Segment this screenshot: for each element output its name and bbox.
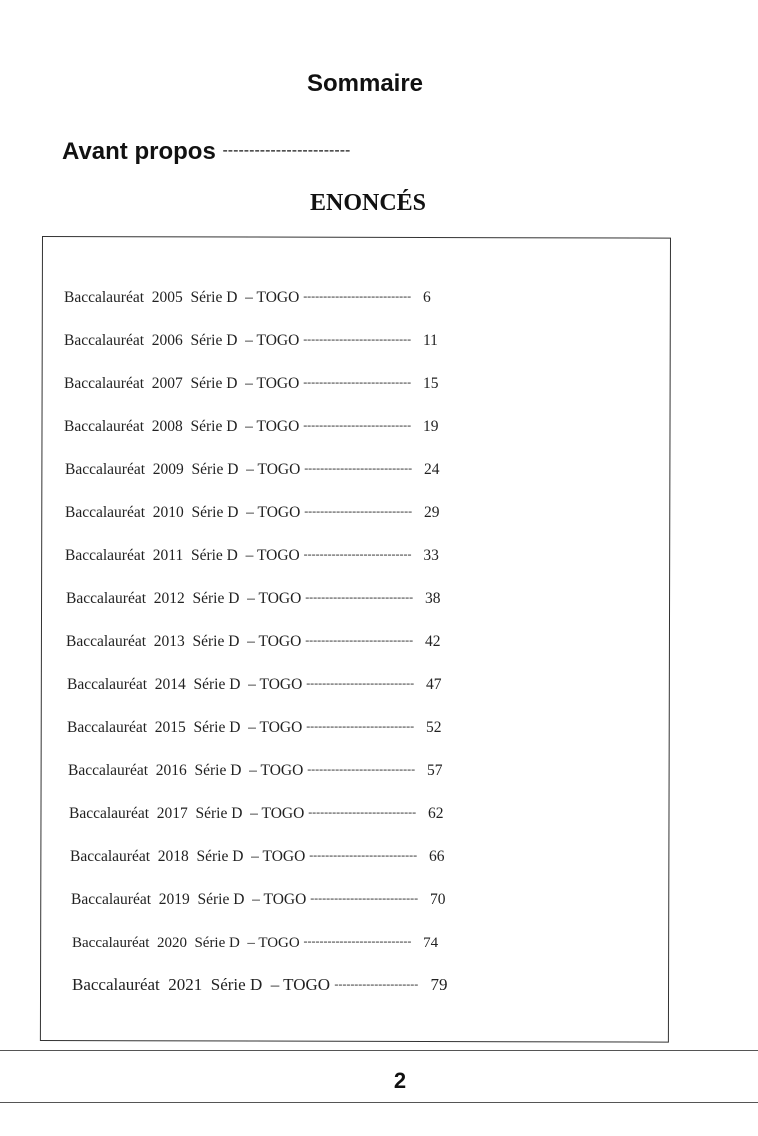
toc-entry-leader: --------------------------- [307, 762, 416, 776]
toc-entry-leader: --------------------- [334, 977, 419, 991]
toc-entry-page: 42 [424, 633, 441, 650]
toc-entry-2014 [67, 676, 441, 694]
toc-entry-leader: --------------------------- [308, 805, 417, 819]
toc-entry-page: 6 [422, 289, 431, 306]
toc-entry-2007 [64, 375, 438, 393]
toc-entry-page: 47 [425, 676, 442, 693]
toc-entry-leader: --------------------------- [306, 676, 415, 690]
toc-entry-leader: --------------------------- [309, 848, 418, 862]
toc-entry-2013 [66, 633, 440, 651]
page-number: 2 [393, 1068, 407, 1093]
toc-entry-page: 29 [423, 504, 440, 521]
toc-entry-leader: --------------------------- [305, 633, 414, 647]
toc-entry-2021 [72, 975, 448, 995]
footer-rule-bottom [0, 1102, 758, 1103]
toc-entry-2019 [71, 891, 445, 909]
toc-entry-label: Baccalauréat 2015 Série D – TOGO [67, 719, 303, 736]
toc-entry-page: 79 [430, 975, 448, 994]
toc-entry-page: 74 [423, 935, 439, 951]
toc-entry-label: Baccalauréat 2011 Série D – TOGO [65, 547, 300, 564]
toc-entry-label: Baccalauréat 2018 Série D – TOGO [70, 848, 306, 865]
toc-entry-leader: --------------------------- [310, 891, 419, 905]
toc-entry-page: 52 [425, 719, 442, 736]
toc-entry-2020 [72, 934, 438, 952]
toc-entry-2016 [68, 762, 442, 780]
toc-entry-leader: --------------------------- [306, 719, 415, 733]
toc-entry-label: Baccalauréat 2016 Série D – TOGO [68, 762, 304, 779]
toc-entry-leader: --------------------------- [303, 332, 412, 346]
toc-entry-label: Baccalauréat 2007 Série D – TOGO [64, 375, 300, 392]
toc-entry-label: Baccalauréat 2005 Série D – TOGO [64, 289, 300, 306]
avant-propos-leader: ------------------------ [222, 142, 351, 159]
toc-entry-leader: --------------------------- [303, 418, 412, 432]
toc-entry-page: 38 [424, 590, 441, 607]
toc-entry-2011 [65, 547, 439, 565]
toc-entry-2010 [65, 504, 439, 522]
toc-entry-leader: --------------------------- [303, 289, 412, 303]
toc-entry-label: Baccalauréat 2020 Série D – TOGO [72, 935, 300, 951]
toc-entry-page: 57 [426, 762, 443, 779]
toc-entry-label: Baccalauréat 2006 Série D – TOGO [64, 332, 300, 349]
toc-entry-2005 [64, 289, 431, 307]
toc-entry-2017 [69, 805, 443, 823]
page-title: Sommaire [306, 70, 424, 97]
section-title: ENONCÉS [309, 190, 427, 216]
toc-entry-page: 15 [422, 375, 439, 392]
toc-entry-page: 70 [429, 891, 446, 908]
toc-entry-label: Baccalauréat 2017 Série D – TOGO [69, 805, 305, 822]
toc-entry-label: Baccalauréat 2013 Série D – TOGO [66, 633, 302, 650]
toc-entry-leader: --------------------------- [304, 504, 413, 518]
toc-entry-label: Baccalauréat 2012 Série D – TOGO [66, 590, 302, 607]
avant-propos-label: Avant propos [62, 138, 216, 165]
toc-entry-label: Baccalauréat 2009 Série D – TOGO [65, 461, 301, 478]
toc-entry-page: 19 [422, 418, 439, 435]
toc-entry-2008 [64, 418, 438, 436]
toc-entry-leader: --------------------------- [305, 590, 414, 604]
toc-entry-2018 [70, 848, 444, 866]
toc-entry-page: 62 [427, 805, 444, 822]
toc-entry-2015 [67, 719, 441, 737]
toc-entry-leader: --------------------------- [304, 461, 413, 475]
toc-entry-2009 [65, 461, 439, 479]
toc-entry-page: 66 [428, 848, 445, 865]
toc-entry-leader: --------------------------- [303, 547, 412, 561]
toc-entry-page: 24 [423, 461, 440, 478]
toc-entry-page: 33 [423, 547, 439, 564]
toc-entry-leader: --------------------------- [303, 375, 412, 389]
toc-entry-label: Baccalauréat 2008 Série D – TOGO [64, 418, 300, 435]
toc-entry-2006 [64, 332, 438, 350]
avant-propos-entry [62, 138, 350, 166]
toc-entry-page: 11 [422, 332, 438, 349]
toc-entry-label: Baccalauréat 2019 Série D – TOGO [71, 891, 307, 908]
toc-entry-leader: --------------------------- [303, 934, 412, 948]
footer-rule-top [0, 1050, 758, 1051]
toc-entry-label: Baccalauréat 2021 Série D – TOGO [72, 975, 331, 994]
toc-entry-2012 [66, 590, 440, 608]
toc-entry-label: Baccalauréat 2010 Série D – TOGO [65, 504, 301, 521]
toc-entry-label: Baccalauréat 2014 Série D – TOGO [67, 676, 303, 693]
